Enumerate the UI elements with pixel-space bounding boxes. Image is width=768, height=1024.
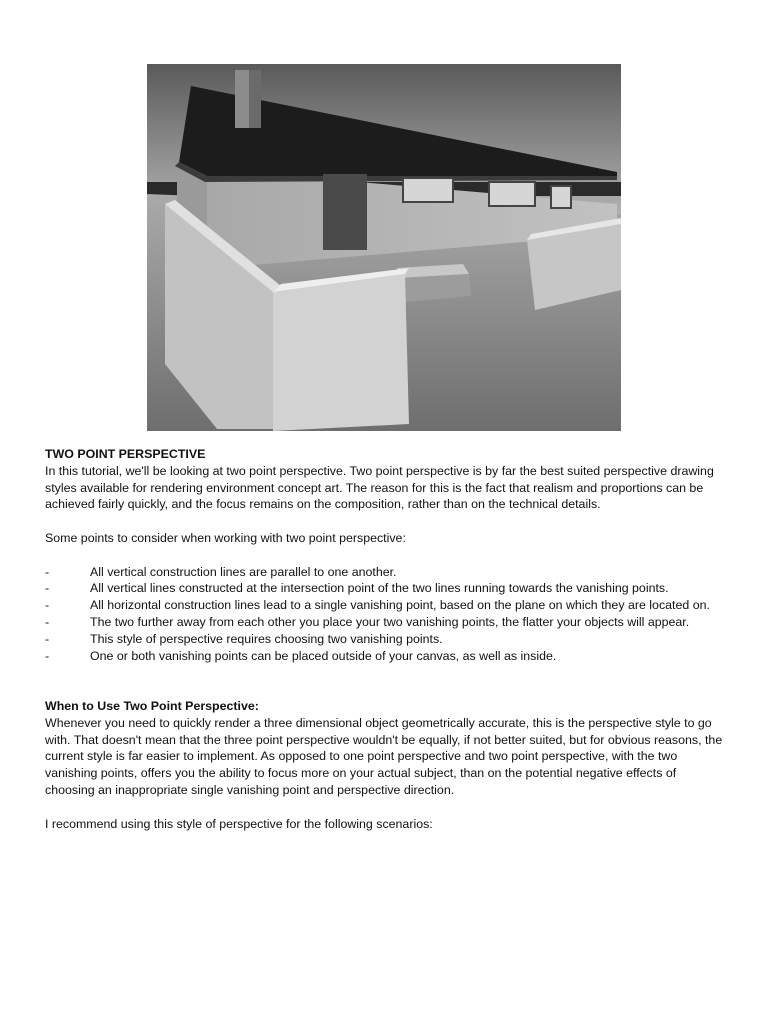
house-render-svg [147, 64, 621, 431]
list-item [45, 580, 725, 597]
list-item [45, 614, 725, 631]
list-item [45, 648, 725, 665]
spacer [45, 547, 725, 564]
list-item-text: One or both vanishing points can be placed outside of your canvas, as well as inside. [90, 648, 557, 663]
bullet-dash: - [45, 648, 50, 663]
section-heading-when-to-use: When to Use Two Point Perspective: [45, 698, 259, 713]
section-heading-two-point-perspective: TWO POINT PERSPECTIVE [45, 447, 206, 461]
list-item-text: All horizontal construction lines lead to a single vanishing point, based on the plane on which they are located on. [90, 598, 710, 613]
bullet-dash: - [45, 581, 50, 596]
bullet-dash: - [45, 614, 50, 629]
list-item [45, 631, 725, 648]
list-item [45, 564, 725, 581]
intro-paragraph: In this tutorial, we'll be looking at two point perspective. Two point perspective is by far the best suited perspective drawing styles available for rendering environment concept art. The reason for this is the fact that realism and proportions can be achieved fairly quickly, and the focus remains on the composition, rather than on the technical details. [45, 463, 714, 512]
list-item-text: All vertical construction lines are parallel to one another. [90, 564, 397, 579]
list-item-text: All vertical lines constructed at the intersection point of the two lines running towards the vanishing points. [90, 581, 669, 596]
when-to-use-paragraph: Whenever you need to quickly render a three dimensional object geometrically accurate, this is the perspective style to go with. That doesn't mean that the three point perspective wouldn't be equally, if not better suited, but for obvious reasons, the current style is far easier to implement. As opposed to one point perspective and two point perspective, with the two vanishing points, offers you the ability to focus more on your actual subject, than on the potential negative effects of choosing an inappropriate single vanishing point and perspective direction. [45, 715, 723, 797]
spacer [45, 799, 725, 816]
house-window-3 [551, 186, 571, 208]
house-window-2 [489, 182, 535, 206]
points-intro: Some points to consider when working with two point perspective: [45, 530, 406, 545]
list-item-text: The two further away from each other you place your two vanishing points, the flatter your objects will appear. [90, 614, 690, 629]
spacer [45, 513, 725, 530]
bullet-dash: - [45, 631, 50, 646]
article-text [45, 446, 725, 832]
house-perspective-illustration [147, 64, 621, 431]
house-window-1 [403, 178, 453, 202]
list-item [45, 597, 725, 614]
points-list [45, 564, 725, 665]
bullet-dash: - [45, 564, 50, 579]
house-door [323, 174, 367, 250]
spacer [45, 664, 725, 681]
spacer [45, 681, 725, 698]
front-pillar [273, 274, 409, 431]
list-item-text: This style of perspective requires choosing two vanishing points. [90, 631, 443, 646]
chimney-shade [249, 70, 261, 128]
scenarios-intro: I recommend using this style of perspective for the following scenarios: [45, 816, 433, 831]
bullet-dash: - [45, 598, 50, 613]
